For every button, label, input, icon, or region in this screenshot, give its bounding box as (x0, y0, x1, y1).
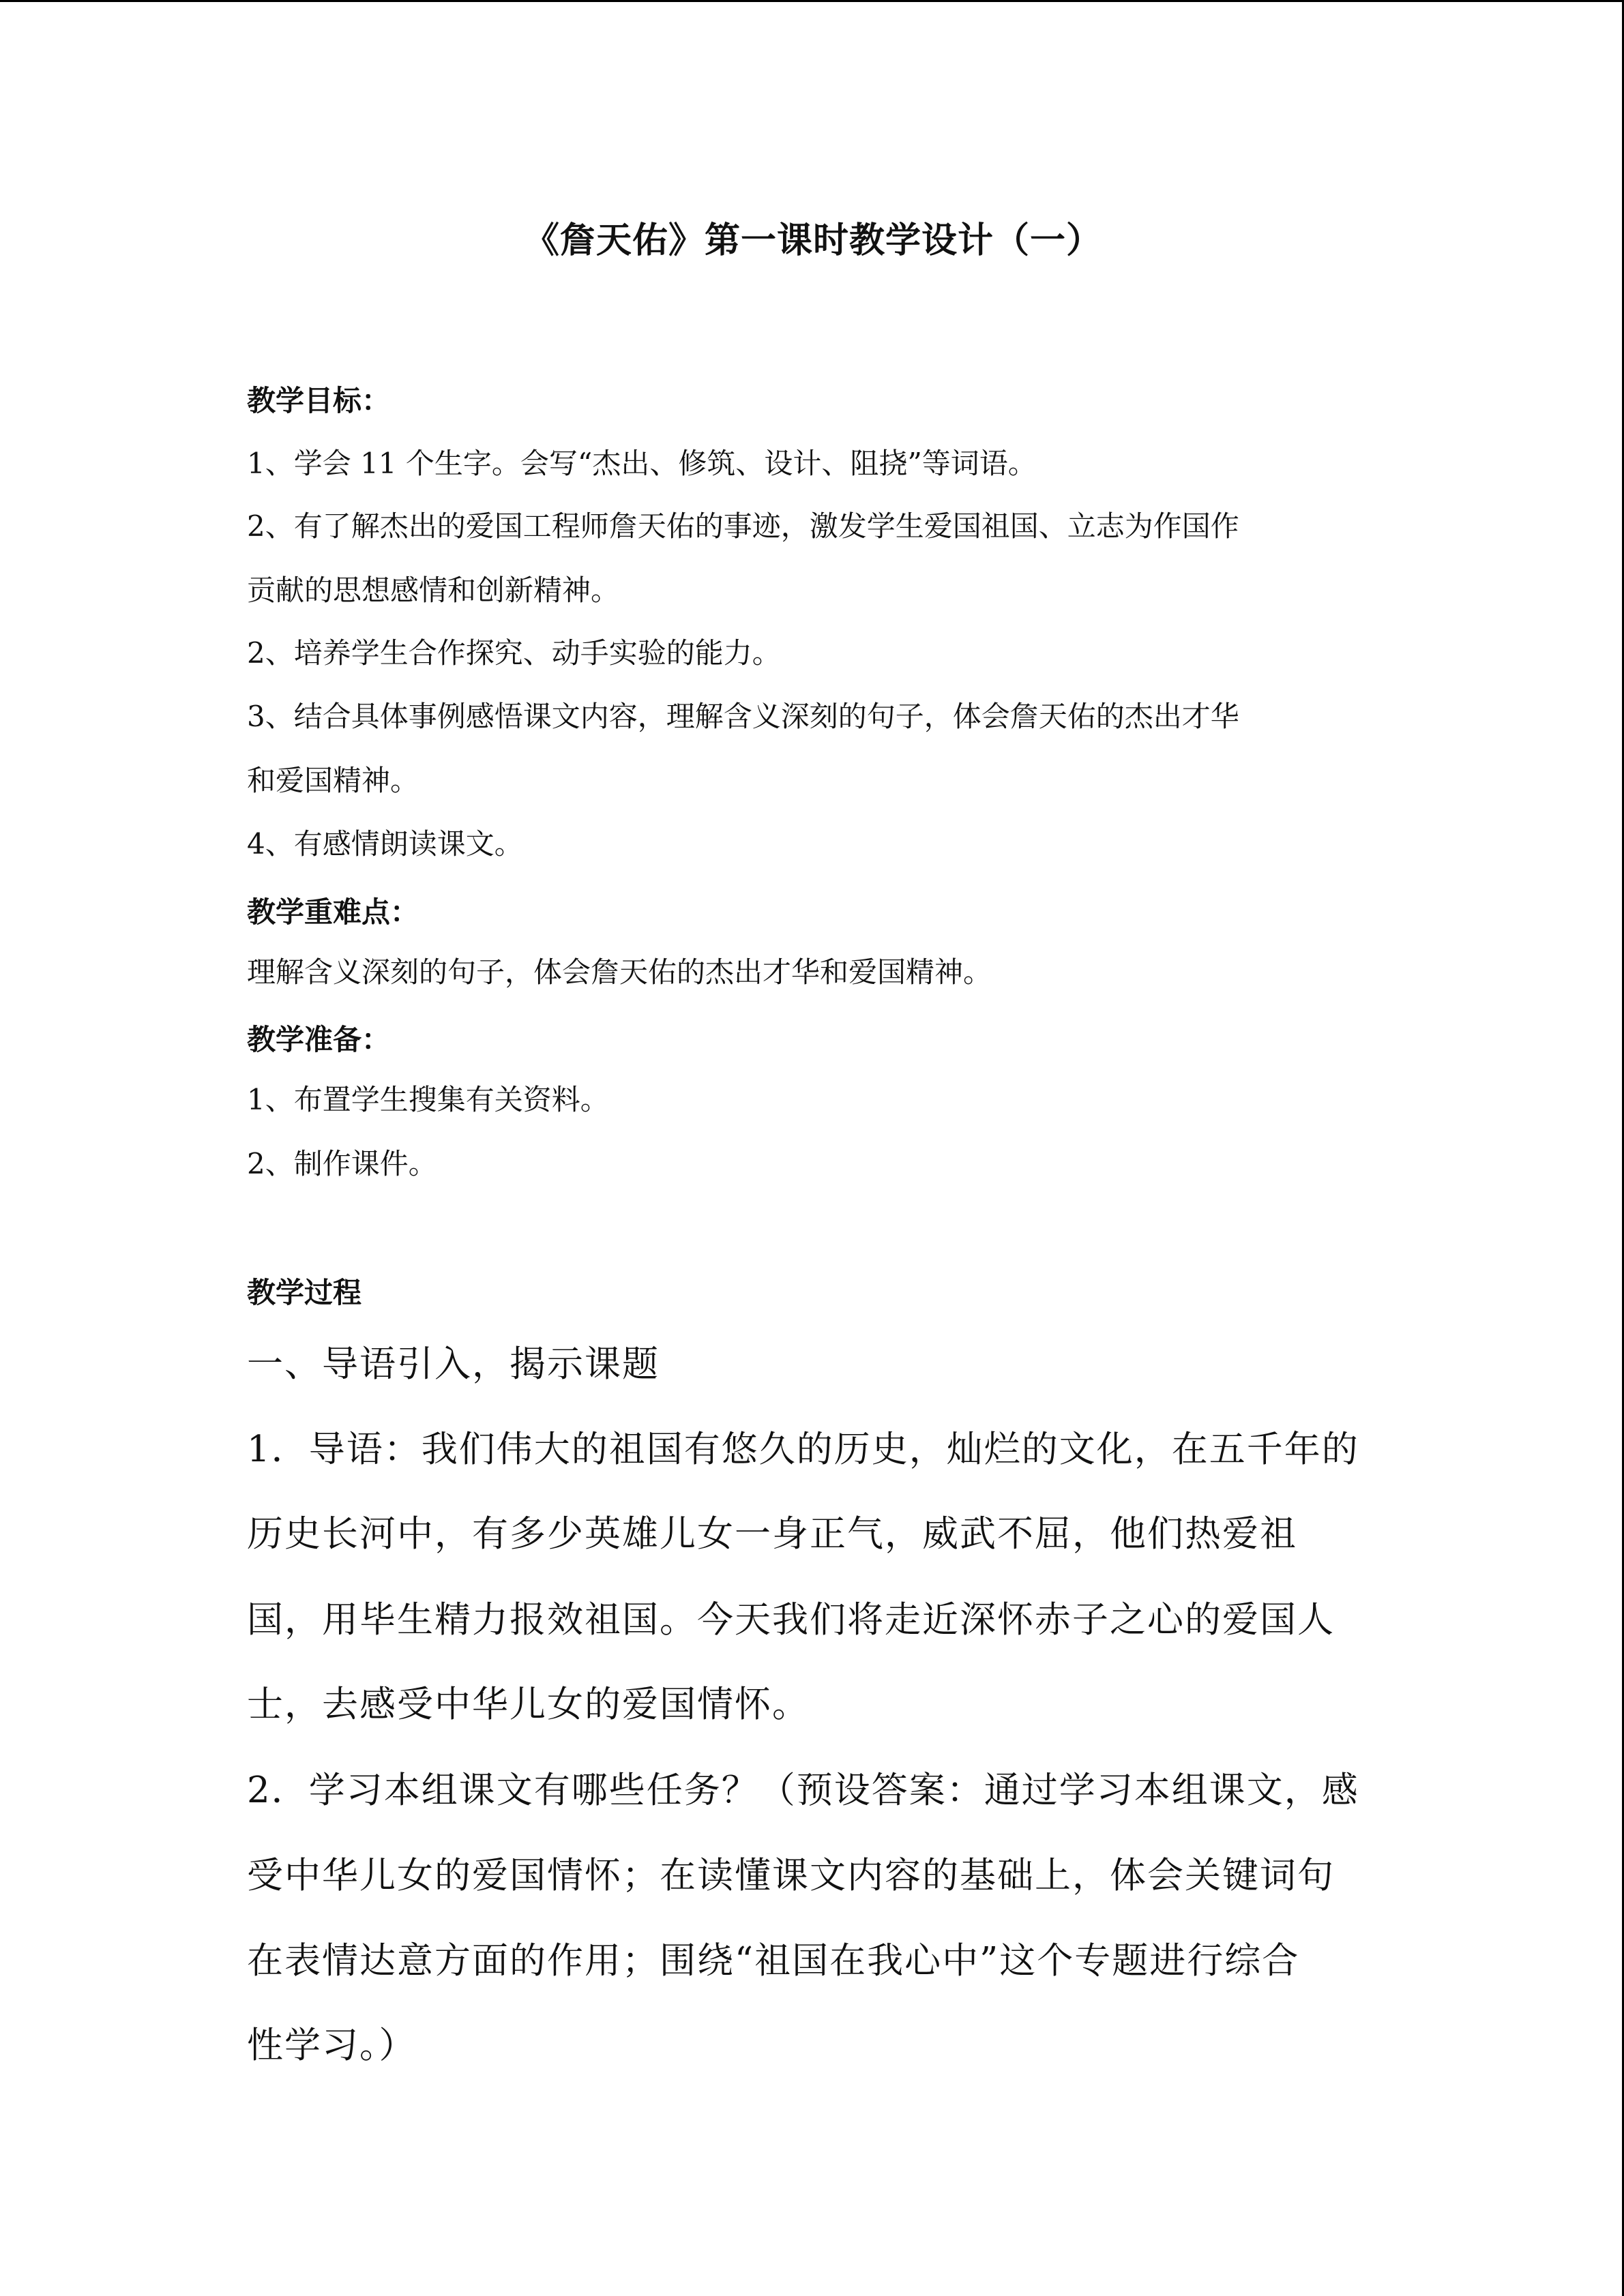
preparation-line: 1、布置学生搜集有关资料。 (247, 1083, 609, 1116)
objective-line: 1、学会 11 个生字。会写“杰出、修筑、设计、阻挠”等词语。 (247, 447, 1037, 480)
preparation-line: 2、制作课件。 (247, 1147, 437, 1180)
objective-line: 3、结合具体事例感悟课文内容，理解含义深刻的句子，体会詹天佑的杰出才华 (247, 700, 1239, 733)
key-points-heading: 教学重难点： (247, 895, 419, 929)
objectives-heading: 教学目标： (247, 384, 391, 417)
process-line: 性学习。） (247, 2025, 417, 2066)
preparation-heading: 教学准备： (247, 1023, 391, 1056)
objective-line: 贡献的思想感情和创新精神。 (247, 573, 620, 607)
process-line: 在表情达意方面的作用；围绕“祖国在我心中”这个专题进行综合 (247, 1940, 1300, 1982)
process-heading: 教学过程 (247, 1276, 362, 1309)
objective-line: 2、培养学生合作探究、动手实验的能力。 (247, 636, 781, 670)
process-section-title: 一、导语引入，揭示课题 (247, 1343, 660, 1385)
process-line: 受中华儿女的爱国情怀；在读懂课文内容的基础上，体会关键词句 (247, 1855, 1335, 1896)
process-line: 士，去感受中华儿女的爱国情怀。 (247, 1684, 810, 1725)
objective-line: 4、有感情朗读课文。 (247, 827, 523, 861)
key-point-line: 理解含义深刻的句子，体会詹天佑的杰出才华和爱国精神。 (247, 955, 992, 989)
process-line: 国，用毕生精力报效祖国。今天我们将走近深怀赤子之心的爱国人 (247, 1599, 1335, 1641)
objective-line: 和爱国精神。 (247, 764, 419, 797)
page-top-border (0, 0, 1624, 2)
process-line: 2．学习本组课文有哪些任务？（预设答案：通过学习本组课文，感 (247, 1770, 1359, 1811)
process-line: 1．导语：我们伟大的祖国有悠久的历史，灿烂的文化，在五千年的 (247, 1429, 1359, 1470)
process-line: 历史长河中，有多少英雄儿女一身正气，威武不屈，他们热爱祖 (247, 1513, 1297, 1555)
objective-line: 2、有了解杰出的爱国工程师詹天佑的事迹，激发学生爱国祖国、立志为作国作 (247, 509, 1239, 543)
page-title: 《詹天佑》第一课时教学设计（一） (523, 220, 1102, 261)
